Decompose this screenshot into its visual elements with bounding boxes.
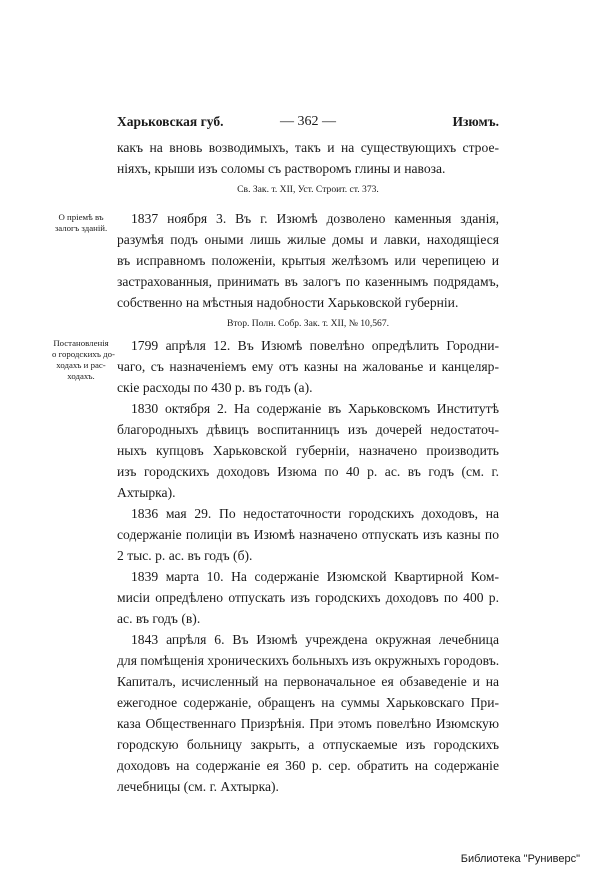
text-line: Ахтырка).: [117, 485, 176, 500]
text-line: ежегодное содержаніе, обращенъ на суммы Харьковскаго При-: [117, 695, 499, 710]
running-header: [117, 114, 499, 134]
text-line: лечебницы (см. г. Ахтырка).: [117, 779, 279, 794]
text-line: благородныхъ дѣвицъ воспитанницъ изъ дочерей недостаточ-: [117, 422, 499, 437]
header-province: Харьковская губ.: [117, 114, 224, 129]
text-line: 1839 марта 10. На содержаніе Изюмской Квартирной Ком-: [131, 569, 499, 584]
library-watermark: Библиотека "Руниверс": [460, 853, 580, 865]
text-line: доходовъ на содержаніе ея 360 р. сер. обратить на содержаніе: [117, 758, 499, 773]
margin-note-line: ходахъ.: [67, 371, 95, 381]
margin-note: [52, 212, 110, 234]
text-line: содержаніе полиціи въ Изюмѣ назначено отпускать изъ казны по: [117, 527, 499, 542]
text-line: въ исправномъ положеніи, крытыя желѣзомъ или черепицею и: [117, 253, 499, 268]
margin-note-line: ходахъ и рас-: [56, 360, 106, 370]
text-line: 1843 апрѣля 6. Въ Изюмѣ учреждена окружная лечебница: [131, 632, 499, 647]
header-town: Изюмъ.: [452, 114, 499, 129]
text-line: изъ городскихъ доходовъ Изюма по 40 р. ас. въ годъ (см. г.: [117, 464, 499, 479]
citation: Втор. Полн. Собр. Зак. т. XII, № 10,567.: [226, 318, 390, 329]
text-line: застрахованныя, принимать въ залогъ по казеннымъ подрядамъ,: [117, 274, 499, 289]
margin-note-line: О пріемѣ въ: [58, 212, 104, 222]
text-line: какъ на вновь возводимыхъ, такъ и на существующихъ строе-: [117, 140, 499, 155]
text-line: ныхъ купцовъ Харьковской губерніи, назначено производить: [117, 443, 499, 458]
margin-note-line: Постановленія: [53, 338, 109, 348]
text-line: для помѣщенія хроническихъ больныхъ изъ окружныхъ городовъ.: [117, 653, 500, 668]
margin-note-line: залогъ зданій.: [54, 223, 108, 233]
text-line: 1836 мая 29. По недостаточности городскихъ доходовъ, на: [131, 506, 499, 521]
citation: Св. Зак. т. XII, Уст. Строит. ст. 373.: [237, 184, 379, 195]
text-line: собственно на мѣстныя надобности Харьковской губерніи.: [117, 295, 459, 310]
margin-note: [52, 338, 115, 382]
text-line: ас. въ годъ (в).: [117, 611, 201, 626]
text-line: разумѣя подъ оными лишь жилые домы и лавки, находящіеся: [117, 232, 499, 247]
text-line: 2 тыс. р. ас. въ годъ (б).: [117, 548, 253, 563]
text-line: 1837 ноября 3. Въ г. Изюмѣ дозволено каменныя зданія,: [131, 211, 499, 226]
margin-note-line: о городскихъ до-: [52, 349, 115, 359]
text-line: чаго, съ назначеніемъ ему отъ казны на жалованье и канцеляр-: [117, 359, 499, 374]
text-line: городскую больницу закрыть, а отпускаемые изъ городскихъ: [117, 737, 499, 752]
text-line: скіе расходы по 430 р. въ годъ (а).: [117, 380, 313, 395]
text-line: ніяхъ, крыши изъ соломы съ растворомъ глины и навоза.: [117, 161, 446, 176]
page-number: — 362 —: [280, 114, 336, 129]
text-line: 1830 октября 2. На содержаніе въ Харьковскомъ Институтѣ: [131, 401, 499, 416]
text-line: 1799 апрѣля 12. Въ Изюмѣ повелѣно опредѣлить Городни-: [131, 338, 499, 353]
text-line: мисіи опредѣлено отпускать изъ городскихъ доходовъ по 400 р.: [117, 590, 499, 605]
text-line: каза Общественнаго Призрѣнія. При этомъ повелѣно Изюмскую: [117, 716, 499, 731]
text-line: Капиталъ, исчисленный на первоначальное ея обзаведеніе и на: [117, 674, 499, 689]
